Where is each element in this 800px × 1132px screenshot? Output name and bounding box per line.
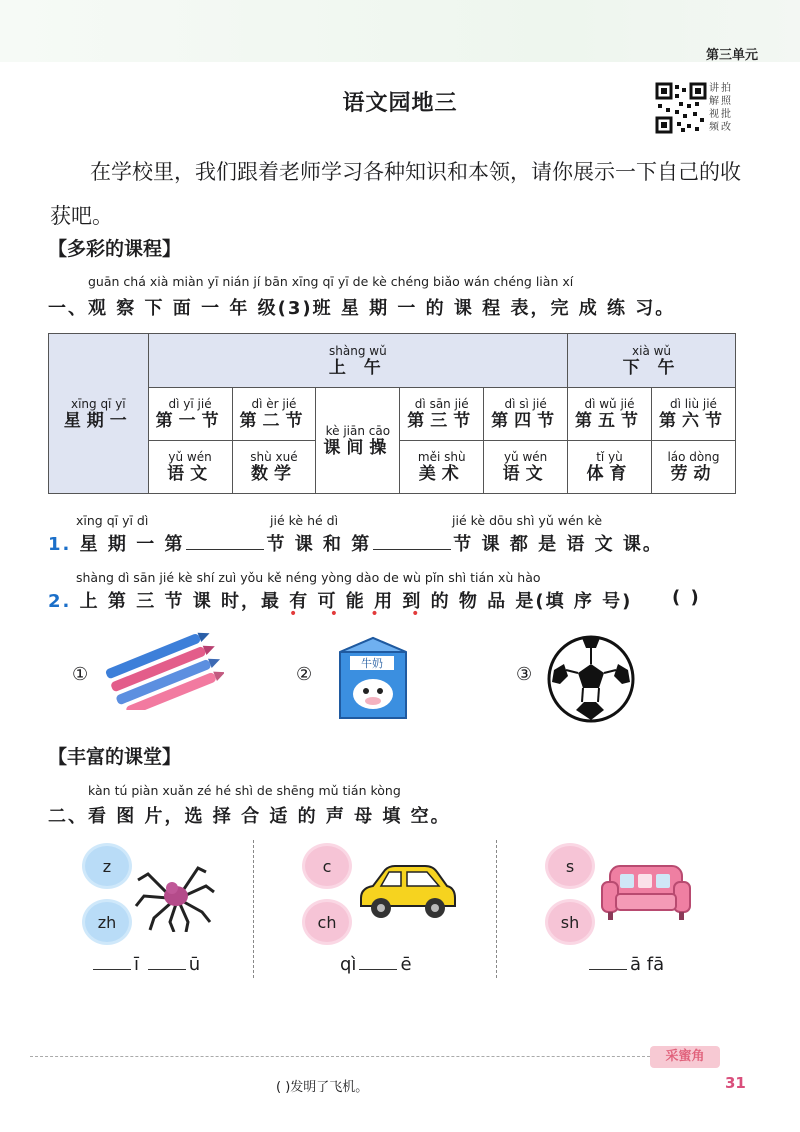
period-pinyin: dì liù jié <box>670 397 717 411</box>
sub2-text-emph: 最 有 可 能 <box>261 591 366 612</box>
qr-char: 改 <box>721 122 731 133</box>
car-icon <box>355 862 459 924</box>
answer-blank[interactable] <box>148 969 186 970</box>
qr-code-icon[interactable] <box>655 82 707 134</box>
picture-1-answer <box>90 954 200 975</box>
answer-blank[interactable] <box>93 969 131 970</box>
period-label: 第六节 <box>658 411 728 431</box>
subject-pinyin: tǐ yù <box>596 450 623 464</box>
break-label: 课间操 <box>323 437 393 458</box>
subject-label: 语文 <box>167 464 214 484</box>
period-label: 第五节 <box>575 411 644 431</box>
answer-blank[interactable] <box>186 535 264 550</box>
pinyin-final: ū <box>188 954 201 975</box>
sub1-text-b: 节 课 和 第 <box>266 534 372 555</box>
period-pinyin: dì sì jié <box>504 397 547 411</box>
pinyin-final: ī <box>134 954 140 975</box>
subject-pinyin: láo dòng <box>667 450 720 464</box>
milk-carton-icon[interactable] <box>334 634 412 720</box>
subject-cell <box>400 441 484 494</box>
sofa-icon <box>598 860 694 926</box>
sub1-line <box>48 530 663 556</box>
subject-pinyin: měi shù <box>417 450 466 464</box>
column-divider <box>496 840 497 978</box>
period-label: 第二节 <box>239 411 309 431</box>
milk-label: 牛奶 <box>361 657 383 670</box>
qr-char: 频 <box>709 122 719 133</box>
footer-text: ( )发明了飞机。 <box>276 1080 369 1095</box>
period-pinyin: dì èr jié <box>251 397 297 411</box>
period-cell <box>232 388 316 441</box>
qr-char: 照 <box>721 96 731 107</box>
sub2-text-c: 用 到 的 物 品 是(填 序 号) <box>365 591 633 612</box>
option-bubble[interactable]: z <box>85 846 129 886</box>
footer-badge: 采蜜角 <box>650 1046 720 1068</box>
period-pinyin: dì yī jié <box>168 397 212 411</box>
option-bubble[interactable]: s <box>548 846 592 886</box>
qr-char: 视 <box>709 109 719 120</box>
soccer-ball-icon[interactable] <box>546 634 636 724</box>
unit-label: 第三单元 <box>705 48 758 63</box>
day-pinyin: xīng qī yī <box>70 396 126 411</box>
q2-pinyin: kàn tú piàn xuǎn zé hé shì de shēng mǔ tián kòng <box>88 783 401 798</box>
schedule-table <box>48 333 736 494</box>
sub1-pinyin-c: jié kè dōu shì yǔ wén kè <box>452 513 603 528</box>
morning-pinyin: shàng wǔ <box>329 343 387 358</box>
pinyin-syllable: qì <box>340 954 357 975</box>
subject-pinyin: yǔ wén <box>168 450 212 464</box>
day-label: 星期一 <box>63 410 133 431</box>
pinyin-final: ā fā <box>630 954 665 975</box>
subject-label: 体育 <box>586 464 633 484</box>
q1-text: 一、观 察 下 面 一 年 级(3)班 星 期 一 的 课 程 表，完 成 练 习。 <box>48 298 676 319</box>
subject-label: 语文 <box>502 464 549 484</box>
subject-label: 数学 <box>250 464 297 484</box>
spider-icon <box>132 856 216 932</box>
option-bubble[interactable]: sh <box>548 902 592 942</box>
option-1-label: ① <box>72 664 89 685</box>
subject-cell <box>148 441 232 494</box>
option-bubble[interactable]: ch <box>305 902 349 942</box>
option-bubble[interactable]: c <box>305 846 349 886</box>
column-divider <box>253 840 254 978</box>
intro-paragraph: 在学校里，我们跟着老师学习各种知识和本领，请你展示一下自己的收获吧。 <box>50 160 741 228</box>
day-cell <box>49 334 149 494</box>
period-cell <box>651 388 735 441</box>
section-heading-courses: 【多彩的课程】 <box>48 238 182 260</box>
qr-char: 拍 <box>721 83 731 94</box>
period-cell <box>148 388 232 441</box>
emphasis-dots: • • • • <box>289 606 434 622</box>
option-3-label: ③ <box>516 664 533 685</box>
crayons-icon[interactable] <box>104 630 224 710</box>
subject-pinyin: yǔ wén <box>503 450 548 464</box>
footer-divider <box>30 1056 650 1057</box>
subject-cell <box>568 441 652 494</box>
period-label: 第一节 <box>155 411 225 431</box>
period-cell <box>400 388 484 441</box>
pinyin-final: ē <box>400 954 412 975</box>
morning-label: 上 午 <box>328 357 387 378</box>
q1-pinyin: guān chá xià miàn yī nián jí bān xīng qī yī de kè chéng biǎo wán chéng liàn xí <box>88 274 574 289</box>
page-number: 31 <box>725 1074 746 1092</box>
sub1-text-a: 星 期 一 第 <box>79 534 185 555</box>
subject-cell <box>651 441 735 494</box>
sub1-pinyin-a: xīng qī yī dì <box>76 513 149 528</box>
picture-2-answer <box>340 954 412 975</box>
option-bubble[interactable]: zh <box>85 902 129 942</box>
qr-char: 解 <box>709 96 719 107</box>
period-label: 第三节 <box>407 411 477 431</box>
morning-header <box>148 334 567 388</box>
qr-char: 批 <box>721 109 731 120</box>
afternoon-pinyin: xià wǔ <box>632 343 672 358</box>
answer-blank[interactable] <box>589 969 627 970</box>
sub2-text-a: 上 第 三 节 课 时， <box>79 591 261 612</box>
sub1-pinyin-b: jié kè hé dì <box>270 513 339 528</box>
option-2-label: ② <box>296 664 313 685</box>
q2-text: 二、看 图 片，选 择 合 适 的 声 母 填 空。 <box>48 806 451 827</box>
sub2-number: 2. <box>48 591 72 612</box>
page-title: 语文园地三 <box>342 91 458 116</box>
section-heading-classroom: 【丰富的课堂】 <box>48 746 182 768</box>
sub1-number: 1. <box>48 534 72 555</box>
qr-caption <box>708 82 744 134</box>
period-cell <box>484 388 568 441</box>
subject-cell <box>484 441 568 494</box>
header-band <box>0 0 800 62</box>
period-cell <box>568 388 652 441</box>
sub2-pinyin: shàng dì sān jié kè shí zuì yǒu kě néng yòng dào de wù pǐn shì tián xù hào <box>76 570 541 585</box>
subject-cell <box>232 441 316 494</box>
subject-label: 劳动 <box>670 464 717 484</box>
qr-char: 讲 <box>709 83 719 94</box>
period-pinyin: dì sān jié <box>414 397 469 411</box>
break-cell <box>316 388 400 494</box>
period-pinyin: dì wǔ jié <box>584 397 635 411</box>
answer-blank[interactable] <box>359 969 397 970</box>
picture-3-answer <box>586 954 664 975</box>
afternoon-label: 下 午 <box>622 357 681 378</box>
answer-blank[interactable] <box>373 535 451 550</box>
sub2-answer-paren[interactable]: ( ) <box>672 587 701 608</box>
afternoon-header <box>568 334 736 388</box>
subject-pinyin: shù xué <box>250 450 298 464</box>
period-label: 第四节 <box>491 411 561 431</box>
sub1-text-c: 节 课 都 是 语 文 课。 <box>453 534 663 555</box>
subject-label: 美术 <box>418 464 465 484</box>
break-pinyin: kè jiān cāo <box>325 423 391 438</box>
